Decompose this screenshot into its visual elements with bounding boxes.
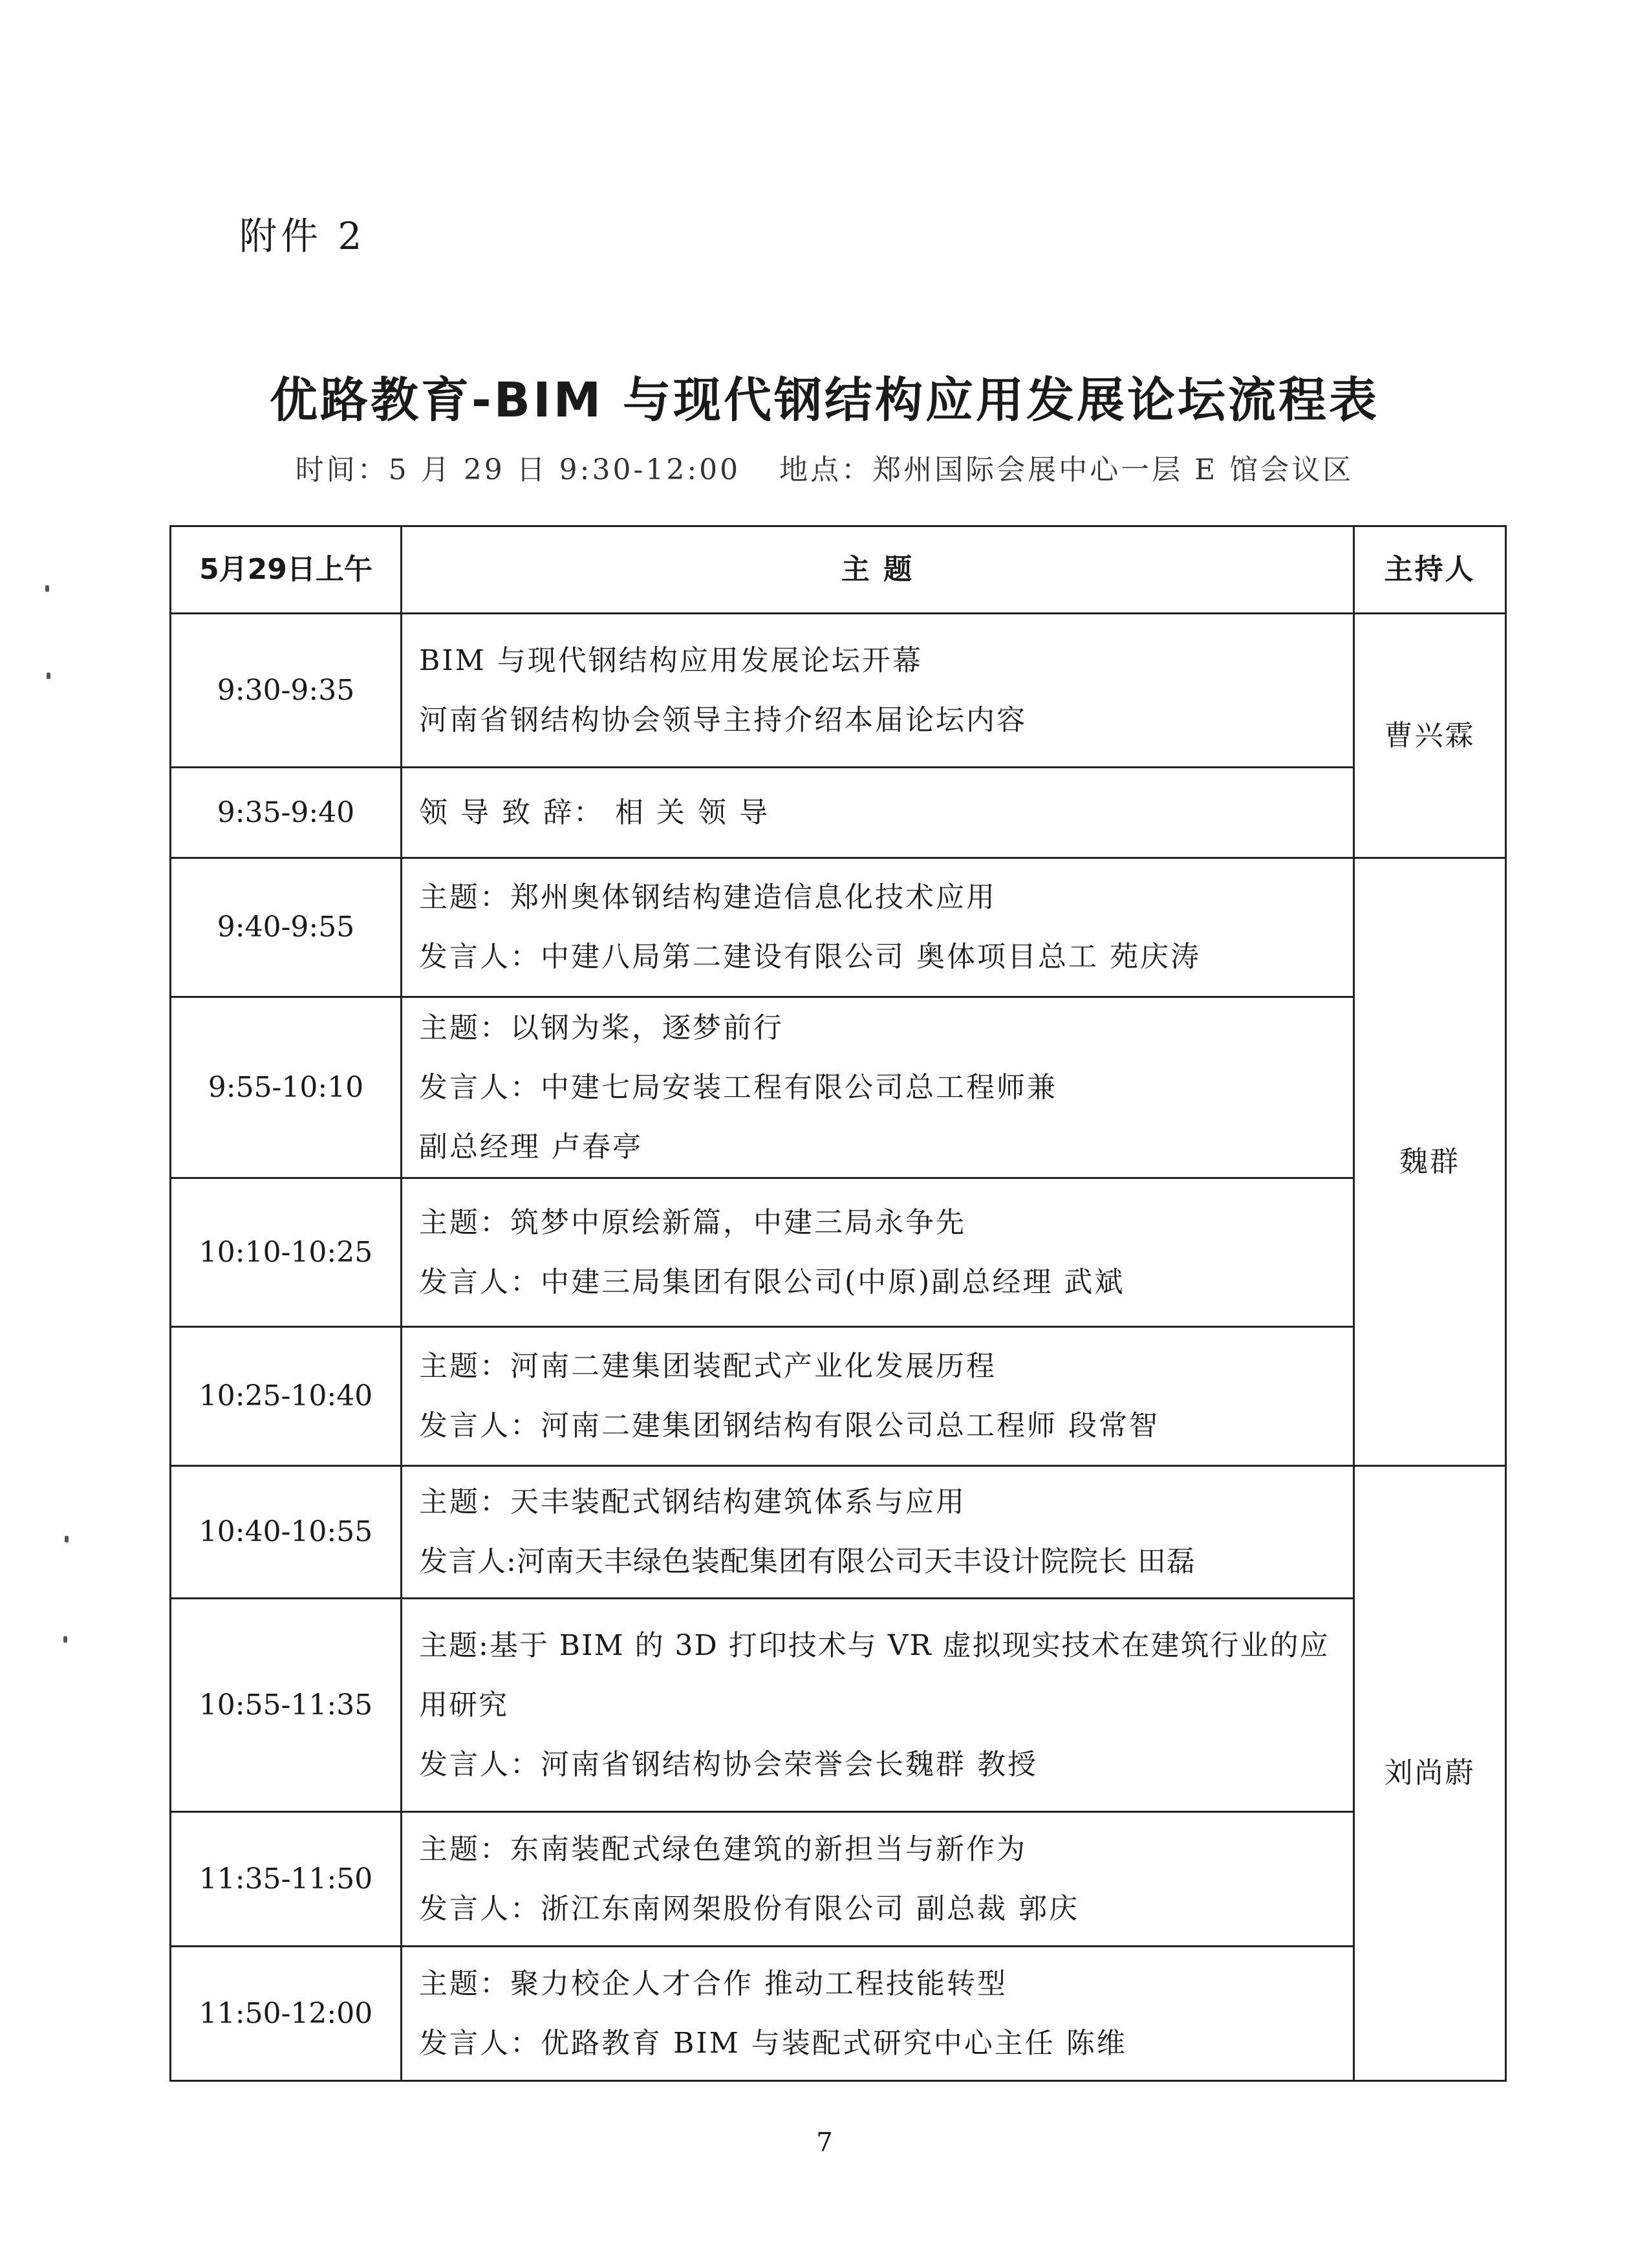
topic-line: 河南省钢结构协会领导主持介绍本届论坛内容 bbox=[419, 703, 1027, 737]
host-cell: 曹兴霖 bbox=[1354, 614, 1506, 858]
topic-line: 发言人：优路教育 BIM 与装配式研究中心主任 陈维 bbox=[419, 2026, 1127, 2060]
topic-line: 发言人：河南省钢结构协会荣誉会长魏群 教授 bbox=[419, 1747, 1038, 1781]
table-row bbox=[171, 768, 1506, 858]
host-cell: 魏群 bbox=[1354, 858, 1506, 1466]
scan-speck bbox=[47, 673, 50, 679]
header-topic: 主 题 bbox=[402, 526, 1354, 614]
row-topic bbox=[402, 1812, 1354, 1947]
row-time: 10:25-10:40 bbox=[171, 1327, 402, 1466]
table-row bbox=[171, 858, 1506, 997]
row-time: 9:30-9:35 bbox=[171, 614, 402, 768]
row-topic bbox=[402, 1178, 1354, 1327]
host-cell: 刘尚蔚 bbox=[1354, 1466, 1506, 2081]
row-time: 10:55-11:35 bbox=[171, 1599, 402, 1812]
row-time: 9:55-10:10 bbox=[171, 997, 402, 1178]
topic-line: 主题：天丰装配式钢结构建筑体系与应用 bbox=[419, 1485, 966, 1518]
topic-line: 发言人:河南天丰绿色装配集团有限公司天丰设计院院长 田磊 bbox=[419, 1545, 1196, 1578]
table-header-row bbox=[171, 526, 1506, 614]
row-topic bbox=[402, 1327, 1354, 1466]
header-host: 主持人 bbox=[1354, 526, 1506, 614]
topic-line: 发言人：河南二建集团钢结构有限公司总工程师 段常智 bbox=[419, 1409, 1159, 1442]
topic-line: 主题：筑梦中原绘新篇，中建三局永争先 bbox=[419, 1205, 966, 1239]
topic-line: 主题：郑州奥体钢结构建造信息化技术应用 bbox=[419, 881, 997, 914]
row-time: 11:35-11:50 bbox=[171, 1812, 402, 1947]
header-time: 5月29日上午 bbox=[171, 526, 402, 614]
table-row bbox=[171, 997, 1506, 1178]
annex-label: 附件 2 bbox=[239, 214, 366, 258]
topic-line: 主题：聚力校企人才合作 推动工程技能转型 bbox=[419, 1967, 1008, 2000]
topic-line: 副总经理 卢春亭 bbox=[419, 1130, 643, 1163]
row-time: 11:50-12:00 bbox=[171, 1947, 402, 2081]
page-number: 7 bbox=[816, 2128, 833, 2157]
table-row bbox=[171, 614, 1506, 768]
row-time: 10:40-10:55 bbox=[171, 1466, 402, 1599]
row-time: 9:35-9:40 bbox=[171, 768, 402, 858]
row-topic bbox=[402, 858, 1354, 997]
topic-line: 发言人：中建七局安装工程有限公司总工程师兼 bbox=[419, 1070, 1057, 1104]
row-time: 9:40-9:55 bbox=[171, 858, 402, 997]
scan-speck bbox=[63, 1636, 67, 1643]
topic-line: 发言人：中建八局第二建设有限公司 奥体项目总工 苑庆涛 bbox=[419, 940, 1201, 973]
table-row bbox=[171, 1178, 1506, 1327]
scan-speck bbox=[45, 585, 49, 592]
row-topic bbox=[402, 768, 1354, 858]
table-row bbox=[171, 1812, 1506, 1947]
row-time: 10:10-10:25 bbox=[171, 1178, 402, 1327]
document-title: 优路教育-BIM 与现代钢结构应用发展论坛流程表 bbox=[269, 373, 1380, 428]
event-time-place bbox=[0, 446, 1649, 488]
scan-speck bbox=[65, 1536, 69, 1542]
table-row bbox=[171, 1327, 1506, 1466]
row-topic bbox=[402, 1599, 1354, 1812]
schedule-table bbox=[169, 525, 1507, 2082]
topic-line: BIM 与现代钢结构应用发展论坛开幕 bbox=[419, 643, 923, 677]
table-row bbox=[171, 1466, 1506, 1599]
row-topic bbox=[402, 997, 1354, 1178]
topic-line: 发言人：浙江东南网架股份有限公司 副总裁 郭庆 bbox=[419, 1892, 1079, 1925]
topic-line: 领 导 致 辞： 相 关 领 导 bbox=[419, 795, 770, 829]
row-topic bbox=[402, 1466, 1354, 1599]
topic-line: 主题：以钢为桨，逐梦前行 bbox=[419, 1011, 784, 1044]
row-topic bbox=[402, 614, 1354, 768]
topic-line: 主题：河南二建集团装配式产业化发展历程 bbox=[419, 1350, 997, 1383]
table-row bbox=[171, 1599, 1506, 1812]
row-topic bbox=[402, 1947, 1354, 2081]
event-place: 地点：郑州国际会展中心一层 E 馆会议区 bbox=[779, 453, 1354, 486]
table-row bbox=[171, 1947, 1506, 2081]
topic-line: 发言人：中建三局集团有限公司(中原)副总经理 武斌 bbox=[419, 1265, 1125, 1299]
topic-line: 主题：东南装配式绿色建筑的新担当与新作为 bbox=[419, 1832, 1027, 1866]
event-time: 时间：5 月 29 日 9:30-12:00 bbox=[295, 453, 741, 486]
topic-line: 主题:基于 BIM 的 3D 打印技术与 VR 虚拟现实技术在建筑行业的应用研究 bbox=[419, 1628, 1330, 1722]
